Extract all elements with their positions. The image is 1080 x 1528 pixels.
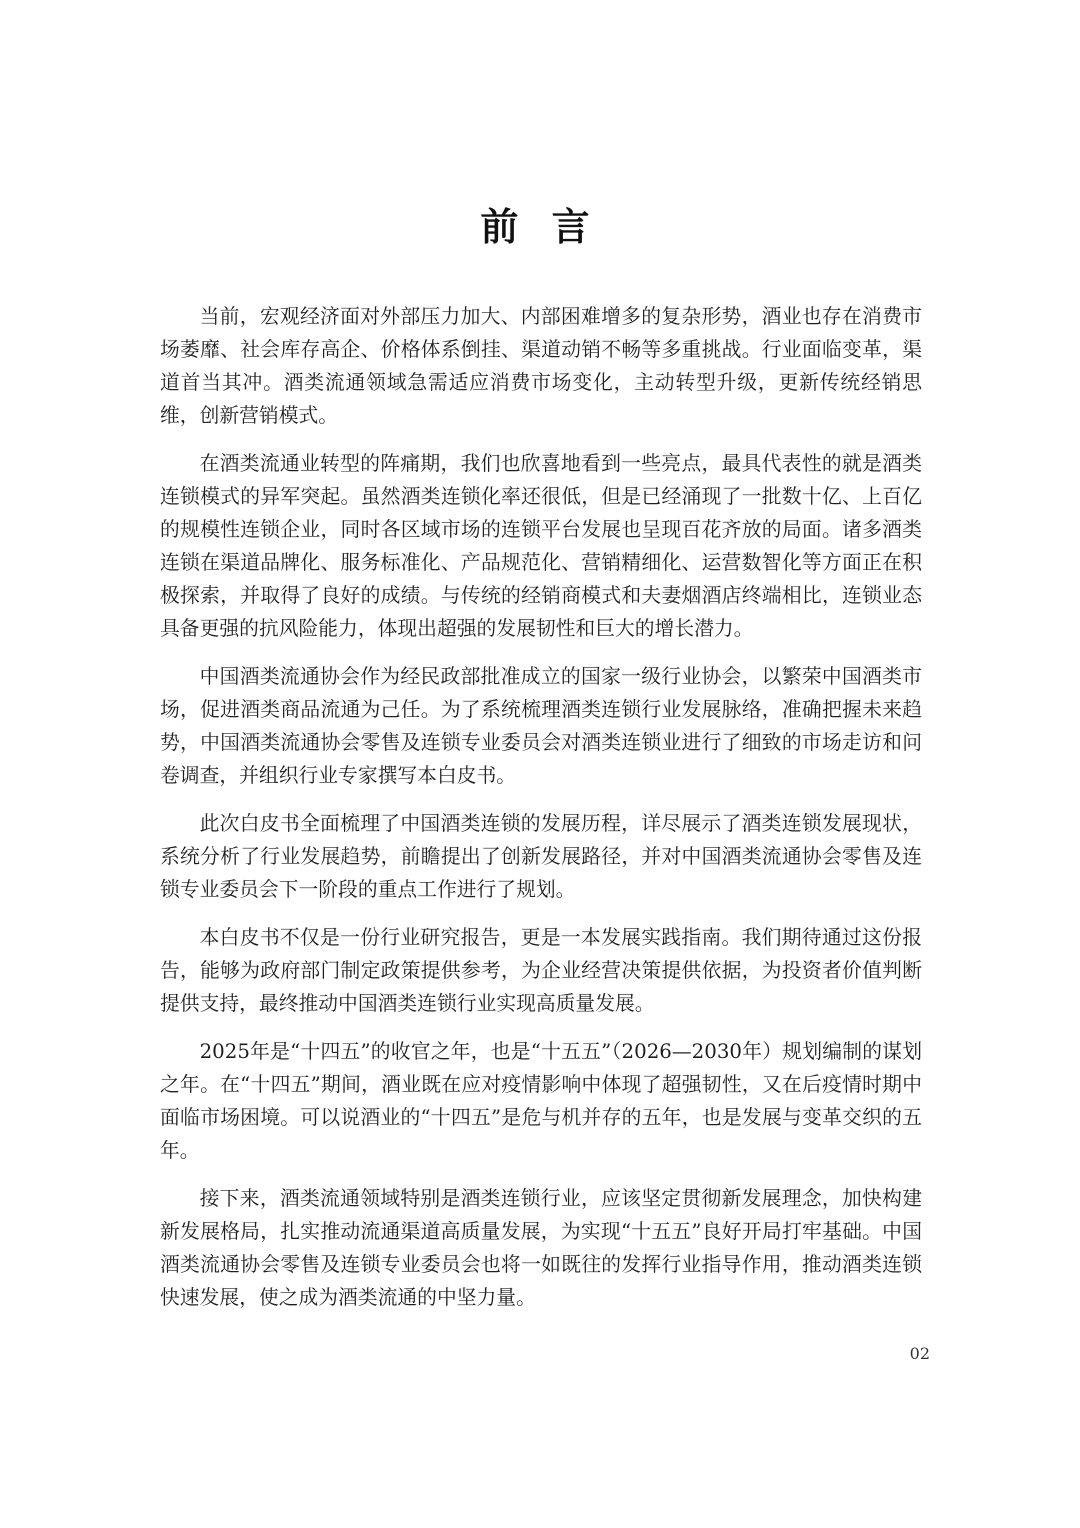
page-number: 02 bbox=[909, 1344, 930, 1363]
paragraph-5: 本白皮书不仅是一份行业研究报告，更是一本发展实践指南。我们期待通过这份报告，能够为政府部门制定政策提供参考，为企业经营决策提供依据，为投资者价值判断提供支持，最终推动中国酒类连锁行业实现高质量发展。 bbox=[160, 926, 922, 1015]
paragraph-3: 中国酒类流通协会作为经民政部批准成立的国家一级行业协会，以繁荣中国酒类市场，促进酒类商品流通为己任。为了系统梳理酒类连锁行业发展脉络，准确把握未来趋势，中国酒类流通协会零售及连锁专业委员会对酒类连锁业进行了细致的市场走访和问卷调查，并组织行业专家撰写本白皮书。 bbox=[160, 665, 922, 787]
paragraph-1: 当前，宏观经济面对外部压力加大、内部困难增多的复杂形势，酒业也存在消费市场萎靡、社会库存高企、价格体系倒挂、渠道动销不畅等多重挑战。行业面临变革，渠道首当其冲。酒类流通领域急需适应消费市场变化，主动转型升级，更新传统经销思维，创新营销模式。 bbox=[160, 305, 922, 427]
body-text bbox=[160, 300, 922, 1329]
paragraph-6: 2025年是“十四五”的收官之年，也是“十五五”（2026—2030年）规划编制的谋划之年。在“十四五”期间，酒业既在应对疫情影响中体现了超强韧性，又在后疫情时期中面临市场困境。可以说酒业的“十四五”是危与机并存的五年，也是发展与变革交织的五年。 bbox=[160, 1040, 922, 1162]
paragraph-4: 此次白皮书全面梳理了中国酒类连锁的发展历程，详尽展示了酒类连锁发展现状，系统分析了行业发展趋势，前瞻提出了创新发展路径，并对中国酒类流通协会零售及连锁专业委员会下一阶段的重点工作进行了规划。 bbox=[160, 812, 922, 901]
paragraph-7: 接下来，酒类流通领域特别是酒类连锁行业，应该坚定贯彻新发展理念，加快构建新发展格局，扎实推动流通渠道高质量发展，为实现“十五五”良好开局打牢基础。中国酒类流通协会零售及连锁专业委员会也将一如既往的发挥行业指导作用，推动酒类连锁快速发展，使之成为酒类流通的中坚力量。 bbox=[160, 1187, 922, 1309]
page-title: 前 言 bbox=[480, 205, 600, 249]
paragraph-2: 在酒类流通业转型的阵痛期，我们也欣喜地看到一些亮点，最具代表性的就是酒类连锁模式的异军突起。虽然酒类连锁化率还很低，但是已经涌现了一批数十亿、上百亿的规模性连锁企业，同时各区域市场的连锁平台发展也呈现百花齐放的局面。诸多酒类连锁在渠道品牌化、服务标准化、产品规范化、营销精细化、运营数智化等方面正在积极探索，并取得了良好的成绩。与传统的经销商模式和夫妻烟酒店终端相比，连锁业态具备更强的抗风险能力，体现出超强的发展韧性和巨大的增长潜力。 bbox=[160, 452, 922, 640]
